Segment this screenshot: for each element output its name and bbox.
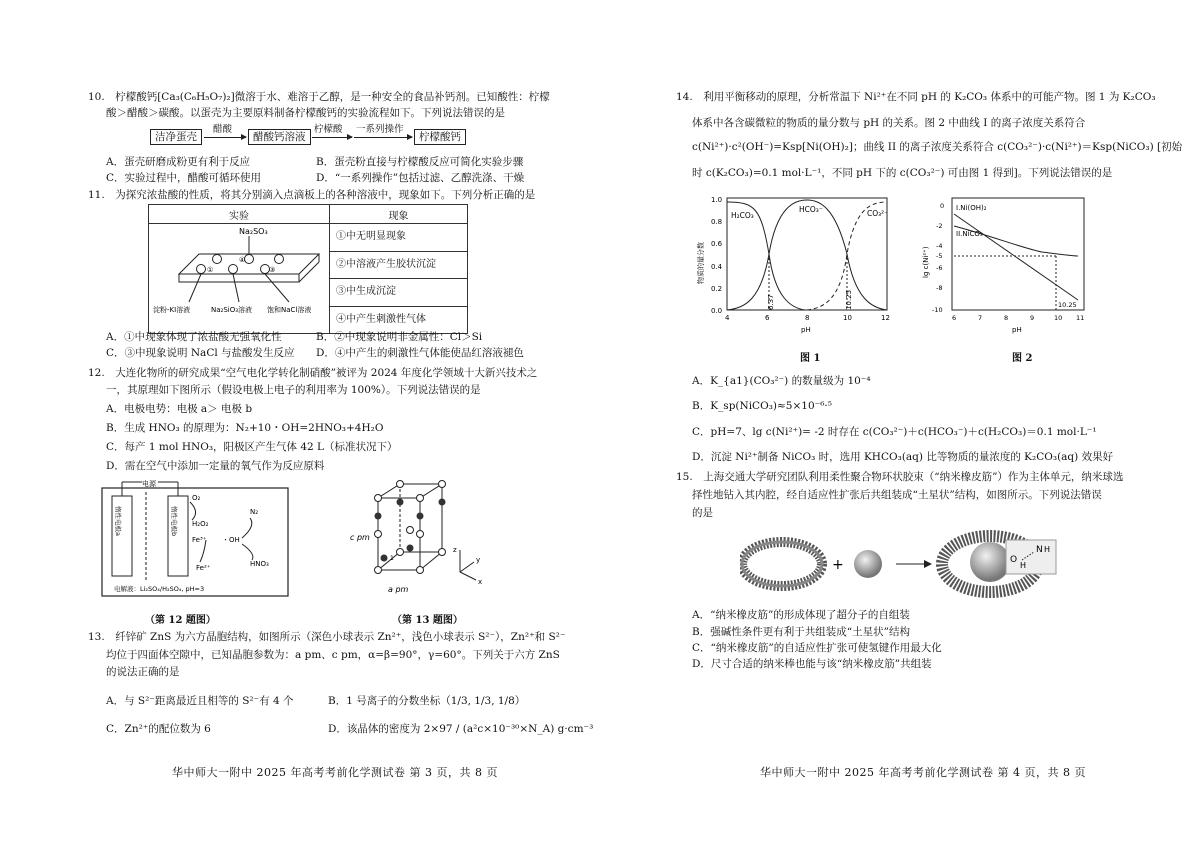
q14-option-d: D．沉淀 Ni²⁺制备 NiCO₃ 时，选用 KHCO₃(aq) 比等物质的量浓度的 K₂CO₃(aq) 效果好 — [692, 451, 1114, 463]
fig2-xlabel: pH — [1012, 326, 1022, 334]
q12-option-a: A．电极电势：电极 a＞ 电极 b — [106, 403, 253, 415]
flow-box-calcium-citrate: 柠檬酸钙 — [414, 129, 466, 145]
q11-phenomenon-2: ②中溶液产生胶状沉淀 — [330, 251, 468, 279]
label-oh-radical: ・OH — [222, 536, 240, 544]
inset-n: N — [1036, 545, 1043, 555]
right-footer: 华中师大一附中 2025 年高考考前化学测试卷 第 4 页，共 8 页 — [760, 766, 1086, 779]
ytick: -4 — [936, 242, 943, 250]
fig1-caption: 图 1 — [800, 353, 821, 364]
xtick: 8 — [805, 314, 810, 322]
ytick: -8 — [936, 284, 943, 292]
ytick: 0.0 — [711, 307, 723, 315]
curve-ni-oh2 — [954, 214, 1078, 300]
q10-option-c: C．实验过程中，醋酸可循环使用 — [106, 172, 262, 184]
q15-option-d: D．尺寸合适的纳米棒也能与该“纳米橡皮筋”共组装 — [692, 658, 932, 670]
q11-phenomenon-1: ①中无明显现象 — [330, 224, 468, 252]
q13-option-d: D．该晶体的密度为 2×97 / (a²c×10⁻³⁰×N_A) g·cm⁻³ — [328, 723, 594, 735]
mark-10-25: 10.25 — [1058, 301, 1077, 309]
xtick: 10 — [843, 314, 852, 322]
label-curve-2: II.NiCO₃ — [956, 230, 983, 238]
label-well-2: ④ — [239, 256, 246, 264]
flow-arrow-label-ops: 一系列操作 — [356, 124, 404, 135]
well — [229, 265, 238, 274]
q11-phenomenon-3: ③中生成沉淀 — [330, 279, 468, 307]
label-nacl: 饱和NaCl溶液 — [267, 306, 312, 314]
q14-stem-line1: 14. 利用平衡移动的原理，分析常温下 Ni²⁺在不同 pH 的 K₂CO₃ 体系中的可能产物。图 1 为 K₂CO₃ — [676, 91, 1156, 103]
label-hco3: HCO₃⁻ — [799, 205, 823, 214]
q14-stem-line2: 体系中各含碳微粒的物质的量分数与 pH 的关系。图 2 中曲线 I 的离子浓度关系符合 — [692, 117, 1086, 129]
saturn-core-sphere — [970, 542, 1010, 582]
label-h2co3: H₂CO₃ — [731, 211, 754, 220]
fig1-ylabel: 物质的量分数 — [697, 242, 705, 284]
flow-arrow — [204, 137, 246, 138]
q13-option-c: C．Zn²⁺的配位数为 6 — [106, 723, 211, 735]
label-axis-x: x — [478, 578, 483, 586]
q11-phenomenon-4: ④中产生刺激性气体 — [330, 306, 468, 334]
flow-box-calcium-acetate: 醋酸钙溶液 — [248, 129, 311, 145]
q15-stem-line3: 的是 — [692, 507, 713, 519]
q11-option-d: D．④中产生的刺激性气体能使品红溶液褪色 — [316, 347, 524, 359]
ytick: 1.0 — [711, 196, 723, 204]
q12-electrolysis-diagram — [100, 478, 290, 600]
q14-fig1 — [695, 190, 895, 336]
nano-rubber-band-core — [742, 542, 822, 586]
spot-plate-svg — [149, 224, 327, 328]
q10-option-a: A．蛋壳研磨成粉更有利于反应 — [106, 156, 251, 168]
label-fe2: Fe²⁺ — [196, 564, 211, 572]
label-well-3: ③ — [269, 266, 276, 274]
q10-stem-line2: 酸＞醋酸＞碳酸。以蛋壳为主要原料制备柠檬酸钙的实验流程如下。下列说法错误的是 — [106, 107, 505, 119]
label-na2sio3: Na₂SiO₃溶液 — [211, 306, 253, 314]
flow-arrow — [354, 137, 412, 138]
label-co3: CO₃²⁻ — [867, 209, 889, 218]
xtick: 7 — [978, 314, 983, 322]
q13-unit-cell-diagram — [348, 480, 498, 602]
ytick: 0.4 — [711, 263, 723, 271]
q14-stem-line4: 时 c(K₂CO₃)=0.1 mol·L⁻¹，不同 pH 下的 c(CO₃²⁻) 可由图 1 得到]。下列说法错误的是 — [692, 167, 1113, 179]
xtick: 11 — [1076, 314, 1085, 322]
flow-arrow-label-citric: 柠檬酸 — [314, 124, 343, 135]
nanosphere — [854, 550, 882, 578]
label-n2: N₂ — [250, 508, 259, 516]
q12-stem-line2: 一，其原理如下图所示（假设电极上电子的利用率为 100%）。下列说法错误的是 — [106, 384, 481, 396]
mark-10-25: 10.25 — [845, 289, 853, 310]
label-electrode-a: 惰性电极a — [114, 506, 122, 536]
q12-option-d: D．需在空气中添加一定量的氧气作为反应原料 — [106, 460, 325, 472]
xtick: 6 — [765, 314, 770, 322]
label-a-pm: a pm — [388, 585, 409, 594]
q12-caption: （第 12 题图） — [145, 615, 216, 626]
ytick: -6 — [936, 264, 943, 272]
mark-minus-5: -5 — [936, 252, 943, 260]
q10-option-b: B．蛋壳粉直接与柠檬酸反应可简化实验步骤 — [316, 156, 524, 168]
flow-arrow — [312, 137, 352, 138]
label-curve-1: I.Ni(OH)₂ — [956, 204, 987, 212]
fig1-xlabel: pH — [801, 326, 811, 334]
q13-caption: （第 13 题图） — [392, 615, 463, 626]
xtick: 12 — [881, 314, 890, 322]
q11-header-phenomenon: 现象 — [330, 205, 468, 224]
q14-option-b: B．K_sp(NiCO₃)≈5×10⁻⁶·⁵ — [692, 400, 832, 412]
ytick: 0 — [940, 202, 945, 210]
flow-arrow-label-acetic: 醋酸 — [213, 124, 233, 135]
well — [197, 265, 206, 274]
ytick: 0.6 — [711, 240, 723, 248]
plus-sign: + — [832, 557, 844, 573]
xtick: 9 — [1030, 314, 1035, 322]
q13-option-b: B．1 号离子的分数坐标（1/3, 1/3, 1/8） — [328, 695, 526, 707]
xtick: 8 — [1004, 314, 1009, 322]
ytick: -2 — [936, 222, 943, 230]
q13-stem-line1: 13. 纤锌矿 ZnS 为六方晶胞结构，如图所示（深色小球表示 Zn²⁺，浅色小球表示 S²⁻），Zn²⁺和 S²⁻ — [88, 631, 566, 643]
label-electrode-b: 惰性电极b — [170, 506, 178, 537]
well — [213, 255, 222, 264]
q11-header-experiment: 实验 — [149, 205, 330, 224]
mark-6-37: 6.37 — [767, 294, 775, 310]
inset-o: O — [1010, 555, 1018, 565]
q11-spot-plate-diagram — [149, 224, 330, 334]
q14-fig2 — [922, 190, 1092, 336]
label-o2: O₂ — [192, 494, 201, 502]
ytick: -10 — [932, 306, 943, 314]
inset-h2: H — [1044, 545, 1051, 554]
fig2-ylabel: lg c(Ni²⁺) — [922, 246, 930, 278]
q13-option-a: A．与 S²⁻距离最近且相等的 S²⁻有 4 个 — [106, 695, 294, 707]
label-na2so3: Na₂SO₃ — [239, 227, 268, 236]
ytick: 0.8 — [711, 218, 723, 226]
label-axis-y: y — [476, 556, 481, 564]
label-h2o2: H₂O₂ — [192, 520, 209, 528]
label-electrolyte: 电解液：Li₂SO₄/H₂SO₄, pH=3 — [114, 585, 205, 593]
xtick: 6 — [952, 314, 957, 322]
q12-stem-line1: 12. 大连化物所的研究成果“空气电化学转化制硝酸”被评为 2024 年度化学领域十大新兴技术之 — [88, 367, 538, 379]
q15-stem-line1: 15. 上海交通大学研究团队利用柔性聚合物环状胶束（“纳米橡皮筋”）作为主体单元，纳米球选 — [676, 471, 1124, 483]
q11-option-a: A．①中现象体现了浓盐酸无强氧化性 — [106, 331, 282, 343]
ytick: 0.2 — [711, 285, 723, 293]
label-hno3: HNO₃ — [250, 560, 269, 568]
well — [245, 255, 254, 264]
q15-option-a: A．“纳米橡皮筋”的形成体现了超分子的自组装 — [692, 609, 910, 621]
inset-h1: H — [1020, 561, 1027, 570]
q13-stem-line3: 的说法正确的是 — [106, 666, 180, 678]
q11-option-b: B．②中现象说明非金属性：Cl＞Si — [316, 331, 483, 343]
q14-option-a: A．K_{a1}(CO₃²⁻) 的数量级为 10⁻⁴ — [692, 375, 871, 387]
label-axis-z: z — [453, 546, 457, 554]
q15-option-b: B．强碱性条件更有利于共组装成“土星状”结构 — [692, 626, 910, 638]
flow-box-eggshell: 洁净蛋壳 — [150, 129, 202, 145]
label-ion-1: 1 — [390, 555, 394, 562]
label-power: 电源 — [142, 480, 156, 488]
label-c-pm: c pm — [350, 533, 370, 542]
q15-stem-line2: 择性地钻入其内腔，经自适应性扩张后共组装成“土星状”结构，如图所示。下列说法错误 — [692, 489, 1102, 501]
q12-option-c: C．每产 1 mol HNO₃，阳极区产生气体 42 L（标准状况下） — [106, 441, 398, 453]
label-starch-ki: 淀粉-KI溶液 — [153, 306, 191, 314]
q10-option-d: D．“一系列操作”包括过滤、乙醇洗涤、干燥 — [316, 172, 525, 184]
q14-option-c: C．pH=7、lg c(Ni²⁺)= -2 时存在 c(CO₃²⁻)＋c(HCO₃⁻)＋c(H₂CO₃)＝0.1 mol·L⁻¹ — [692, 426, 1097, 438]
xtick: 10 — [1054, 314, 1063, 322]
q11-stem: 11. 为探究浓盐酸的性质，将其分别滴入点滴板上的各种溶液中，现象如下。下列分析正确的是 — [88, 189, 536, 201]
q15-saturn-assembly-diagram — [740, 522, 1080, 602]
q11-table — [148, 204, 468, 334]
label-fe3: Fe³⁺ — [192, 536, 207, 544]
q14-stem-line3: c(Ni²⁺)·c²(OH⁻)=Ksp[Ni(OH)₂]；曲线 II 的离子浓度关系符合 c(CO₃²⁻)·c(Ni²⁺)＝Ksp(NiCO₃) [初始 — [692, 141, 1183, 153]
well — [275, 255, 284, 264]
q15-option-c: C．“纳米橡皮筋”的自适应性扩张可使氢键作用最大化 — [692, 642, 942, 654]
q13-stem-line2: 均位于四面体空隙中，已知晶胞参数为：a pm、c pm，α=β=90°，γ=60°。下列关于六方 ZnS — [106, 649, 560, 661]
fig2-caption: 图 2 — [1012, 353, 1033, 364]
q12-option-b: B．生成 HNO₃ 的原理为：N₂+10・OH=2HNO₃+4H₂O — [106, 422, 384, 434]
q11-option-c: C．③中现象说明 NaCl 与盐酸发生反应 — [106, 347, 295, 359]
right-page — [600, 0, 1200, 848]
q10-stem-line1: 10. 柠檬酸钙[Ca₃(C₆H₅O₇)₂]微溶于水、难溶于乙醇，是一种安全的食品补钙剂。已知酸性：柠檬 — [88, 91, 550, 103]
left-footer: 华中师大一附中 2025 年高考考前化学测试卷 第 3 页，共 8 页 — [172, 766, 498, 779]
label-well-1: ① — [207, 266, 214, 274]
xtick: 4 — [725, 314, 730, 322]
